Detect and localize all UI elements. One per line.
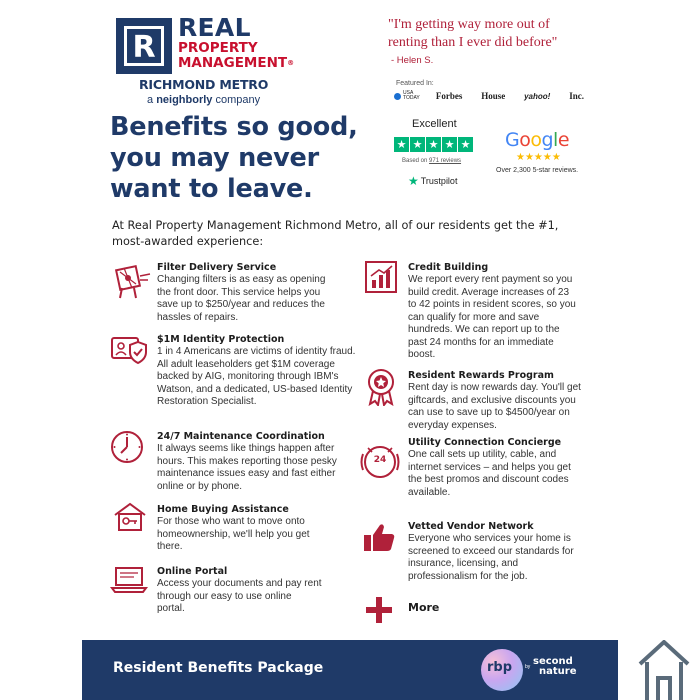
benefit-description: We report every rent payment so you build credit. Average increases of 23 to 42 points in resident scores, so you can qualify for more and save hundreds. We can report up to the past 24 months for an immediate boost. xyxy=(408,274,576,360)
utility-icon-number: 24 xyxy=(373,455,387,465)
benefit-more-title: More xyxy=(408,601,440,614)
logo-management-text: MANAGEMENT xyxy=(178,55,288,71)
trustpilot-review-count-link[interactable]: 971 reviews xyxy=(429,158,462,164)
headline-line-3: want to leave. xyxy=(110,174,313,204)
benefit-description: Rent day is now rewards day. You'll get giftcards, and exclusive discounts you can use to save up to $4500/year on everyday expenses. xyxy=(408,382,581,431)
google-letter: g xyxy=(541,129,554,151)
second-nature-line-2: nature xyxy=(539,666,577,677)
google-logo xyxy=(505,129,569,151)
house-key-icon xyxy=(112,502,148,532)
benefit-description: 1 in 4 Americans are victims of identity fraud. All adult leaseholders get $1M coverage backed by AIG, monitoring through IBM's Watson, and a dedicated, US-based Identity Restoration Specialist. xyxy=(157,346,356,407)
usa-today-text: USA TODAY xyxy=(403,90,420,101)
second-nature-logo xyxy=(533,657,576,677)
testimonial-quote: "I'm getting way more out of renting than I ever did before" xyxy=(388,17,558,50)
house-outline-icon xyxy=(638,640,690,700)
inc-logo: Inc. xyxy=(569,91,584,101)
laptop-icon xyxy=(110,566,148,594)
benefit-title: Utility Connection Concierge xyxy=(408,437,562,448)
trustpilot-star-icon: ★ xyxy=(458,137,473,152)
google-review-count: Over 2,300 5-star reviews. xyxy=(496,167,579,174)
benefit-title: Resident Rewards Program xyxy=(408,370,554,381)
logo-city: RICHMOND METRO xyxy=(139,77,269,92)
house-logo: House xyxy=(481,91,506,101)
logo-letter: R xyxy=(132,30,156,65)
google-letter: o xyxy=(530,129,542,151)
trustpilot-stars xyxy=(394,137,473,152)
filter-delivery-icon xyxy=(110,262,152,304)
utility-24-icon xyxy=(358,440,402,484)
forbes-logo: Forbes xyxy=(435,91,463,101)
featured-logos xyxy=(394,90,584,102)
trustpilot-based-on xyxy=(402,158,461,164)
benefit-description: It always seems like things happen after hours. This makes reporting those pesky maintenance issues easy and fast either online or by phone. xyxy=(157,443,337,492)
benefit-title: 24/7 Maintenance Coordination xyxy=(157,431,325,442)
google-letter: l xyxy=(553,129,558,151)
footer-title: Resident Benefits Package xyxy=(113,660,324,676)
google-letter: o xyxy=(519,129,531,151)
benefit-title: Online Portal xyxy=(157,566,228,577)
logo-frame xyxy=(124,26,164,66)
trustpilot-star-icon: ★ xyxy=(426,137,441,152)
tagline-prefix: a xyxy=(147,94,154,106)
usa-today-dot-icon xyxy=(394,93,401,100)
benefit-title: Home Buying Assistance xyxy=(157,504,289,515)
benefit-title: Filter Delivery Service xyxy=(157,262,277,273)
clock-icon xyxy=(110,430,144,464)
page-headline xyxy=(110,112,380,205)
benefit-description: Everyone who services your home is screened to exceed our standards for insurance, licensing, and professionalism for the job. xyxy=(408,533,574,582)
trustpilot-star-logo-icon: ★ xyxy=(408,174,419,188)
trustpilot-logo xyxy=(408,174,457,188)
usa-today-logo xyxy=(394,90,420,101)
trustpilot-star-icon: ★ xyxy=(442,137,457,152)
yahoo-logo: yahoo! xyxy=(524,91,551,101)
tagline-suffix: company xyxy=(215,94,261,106)
benefit-title: $1M Identity Protection xyxy=(157,334,285,345)
logo-line-property: PROPERTY xyxy=(178,40,258,56)
benefit-description: Access your documents and pay rent through our easy to use online portal. xyxy=(157,578,322,614)
headline-line-1: Benefits so good, xyxy=(110,112,358,142)
second-nature-line-1: second xyxy=(533,656,573,667)
benefit-description: One call sets up utility, cable, and internet services – and helps you get the best promos and discount codes available. xyxy=(408,449,571,498)
benefit-description: Changing filters is as easy as opening the front door. This service helps you save up to $250/year and reduces the hassles of repairs. xyxy=(157,274,326,323)
trustpilot-star-icon: ★ xyxy=(410,137,425,152)
tagline-brand: neighborly xyxy=(156,94,213,106)
intro-text: At Real Property Management Richmond Metro, all of our residents get the #1, most-awarded experience: xyxy=(112,219,559,248)
featured-label: Featured In: xyxy=(396,80,434,87)
logo-mark xyxy=(116,18,172,74)
benefit-title: Vetted Vendor Network xyxy=(408,521,534,532)
identity-shield-icon xyxy=(110,332,150,366)
testimonial-author: - Helen S. xyxy=(391,55,434,66)
plus-icon xyxy=(366,597,392,623)
rbp-logo-text: rbp xyxy=(487,660,513,675)
credit-chart-icon xyxy=(364,260,398,294)
based-on-text: Based on xyxy=(402,158,428,164)
award-ribbon-icon xyxy=(365,368,397,406)
logo-line-real: REAL xyxy=(178,13,251,42)
trustpilot-brand: Trustpilot xyxy=(420,176,458,186)
logo-line-management xyxy=(178,56,294,71)
thumbs-up-icon xyxy=(362,520,396,554)
google-letter: G xyxy=(505,129,520,151)
trustpilot-rating-word: Excellent xyxy=(412,118,457,130)
benefit-title: Credit Building xyxy=(408,262,489,273)
logo-tagline xyxy=(147,94,260,107)
by-text: by xyxy=(525,664,531,670)
headline-line-2: you may never xyxy=(110,143,320,173)
trustpilot-star-icon: ★ xyxy=(394,137,409,152)
registered-mark: ® xyxy=(287,59,295,67)
benefit-description: For those who want to move onto homeownership, we'll help you get there. xyxy=(157,516,310,552)
google-letter: e xyxy=(557,129,570,151)
google-stars: ★★★★★ xyxy=(516,152,561,163)
